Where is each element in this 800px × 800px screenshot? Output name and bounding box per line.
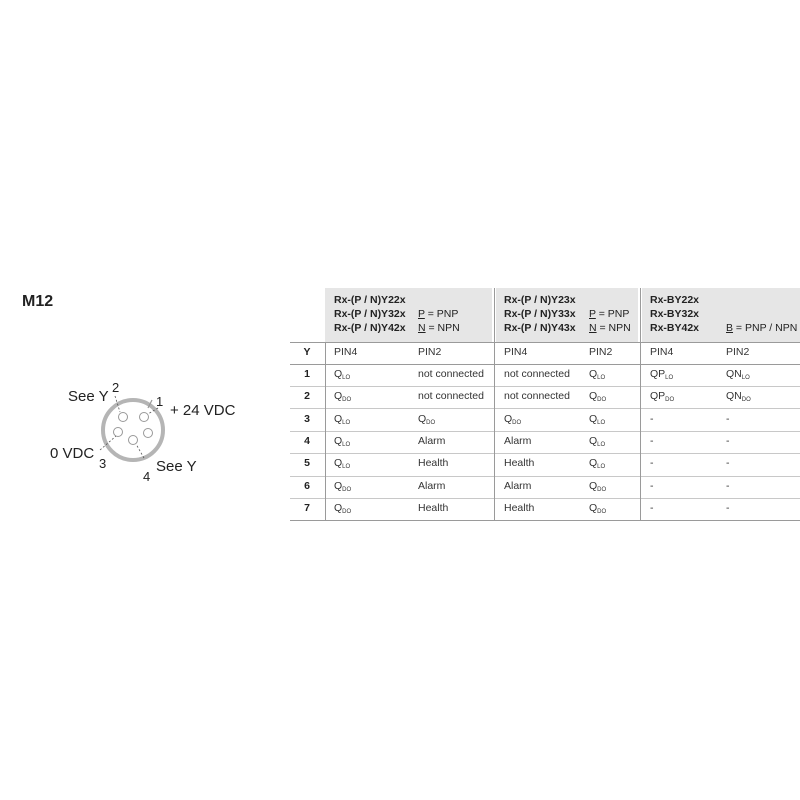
column-header-pin4: PIN4 — [504, 346, 528, 358]
table-cell: - — [650, 501, 654, 514]
pin-1-label: 1 — [156, 394, 164, 409]
table-cell: $Q_{LO}$ — [334, 368, 351, 381]
table-cell: Health — [418, 501, 449, 514]
table-cell: $Q_{DO}$ — [589, 479, 607, 493]
row-y-number: 6 — [304, 479, 310, 492]
table-rule — [290, 498, 800, 499]
see-y-top-label: See Y — [68, 388, 109, 405]
column-header-pin4: PIN4 — [334, 346, 358, 358]
row-y-number: 4 — [304, 434, 310, 447]
column-rule — [640, 288, 641, 520]
table-cell: not connected — [504, 390, 570, 403]
table-cell: - — [650, 479, 654, 492]
pin-4-label: 4 — [143, 469, 151, 484]
table-cell: $Q_{DO}$ — [418, 412, 436, 426]
group-header-models-3 — [650, 293, 699, 335]
table-cell: $Q_{DO}$ — [334, 479, 352, 493]
model-name: Rx-(P / N)Y43x — [504, 322, 576, 334]
table-cell: Alarm — [504, 479, 532, 492]
column-header-pin2: PIN2 — [726, 346, 750, 358]
table-rule — [290, 431, 800, 432]
table-cell: - — [650, 457, 654, 470]
vdc-plus-label: + 24 VDC — [170, 402, 236, 419]
model-name: Rx-(P / N)Y33x — [504, 308, 576, 320]
table-cell: - — [650, 412, 654, 425]
table-cell: $Q_{LO}$ — [589, 457, 606, 471]
group-header-models-2 — [504, 293, 576, 335]
table-rule — [290, 386, 800, 387]
table-cell: $Q_{DO}$ — [589, 501, 607, 515]
table-cell: not connected — [418, 390, 484, 403]
table-rule — [290, 408, 800, 409]
table-cell: - — [726, 479, 730, 492]
table-rule — [290, 453, 800, 454]
group-header-legend-1: P = PNP N = NPN — [418, 308, 460, 334]
table-cell: Alarm — [504, 434, 532, 447]
table-rule — [290, 476, 800, 477]
column-header-pin2: PIN2 — [418, 346, 442, 358]
column-rule — [494, 288, 495, 520]
vdc-zero-label: 0 VDC — [50, 445, 95, 462]
table-cell: not connected — [504, 368, 570, 380]
column-header-y: Y — [303, 346, 311, 358]
row-y-number: 7 — [304, 501, 310, 514]
table-cell: $Q_{LO}$ — [589, 434, 606, 448]
column-rule — [325, 342, 326, 520]
table-cell: $Q_{LO}$ — [334, 434, 351, 448]
row-y-number: 1 — [304, 368, 310, 380]
group-header-legend-2: P = PNP N = NPN — [589, 308, 631, 334]
see-y-bottom-label: See Y — [156, 458, 197, 475]
model-name: Rx-(P / N)Y32x — [334, 308, 406, 320]
row-y-number: 2 — [304, 390, 310, 403]
table-cell: Health — [418, 457, 449, 470]
model-name: Rx-BY22x — [650, 294, 700, 306]
table-cell: Health — [504, 501, 535, 514]
group-header-models-1 — [334, 293, 406, 335]
model-name: Rx-(P / N)Y23x — [504, 294, 576, 306]
row-y-number: 3 — [304, 412, 310, 425]
table-cell: - — [726, 412, 730, 425]
table-cell: Alarm — [418, 434, 446, 447]
table-cell: Health — [504, 457, 535, 470]
section-title: M12 — [22, 293, 54, 310]
table-cell: - — [726, 434, 730, 447]
m12-connector-diagram — [40, 370, 260, 490]
table-rule — [290, 342, 800, 343]
table-rule — [290, 364, 800, 365]
column-header-pin2: PIN2 — [589, 346, 613, 358]
table-cell: $QP_{DO}$ — [650, 390, 675, 404]
table-cell: $Q_{LO}$ — [334, 412, 351, 426]
pin-3-label: 3 — [99, 456, 107, 471]
model-name: Rx-(P / N)Y22x — [334, 294, 406, 306]
table-cell: Alarm — [418, 479, 446, 492]
table-cell: $Q_{LO}$ — [334, 457, 351, 471]
table-cell: $QP_{LO}$ — [650, 368, 674, 381]
table-cell: not connected — [418, 368, 484, 380]
row-y-number: 5 — [304, 457, 310, 470]
table-cell: $Q_{LO}$ — [589, 412, 606, 426]
table-cell: $Q_{DO}$ — [589, 390, 607, 404]
table-cell: $QN_{DO}$ — [726, 390, 751, 404]
table-cell: $Q_{LO}$ — [589, 368, 606, 381]
model-name: Rx-(P / N)Y42x — [334, 322, 406, 334]
table-cell: - — [726, 457, 730, 470]
table-rule — [290, 520, 800, 521]
column-header-pin4: PIN4 — [650, 346, 674, 358]
group-header-legend-3: B = PNP / NPN — [726, 322, 798, 334]
table-cell: $QN_{LO}$ — [726, 368, 750, 381]
table-cell: $Q_{DO}$ — [334, 390, 352, 404]
table-cell: - — [650, 434, 654, 447]
table-cell: - — [726, 501, 730, 514]
pin-2-label: 2 — [112, 380, 120, 395]
model-name: Rx-BY42x — [650, 322, 700, 334]
table-cell: $Q_{DO}$ — [504, 412, 522, 426]
model-name: Rx-BY32x — [650, 308, 700, 320]
table-cell: $Q_{DO}$ — [334, 501, 352, 515]
